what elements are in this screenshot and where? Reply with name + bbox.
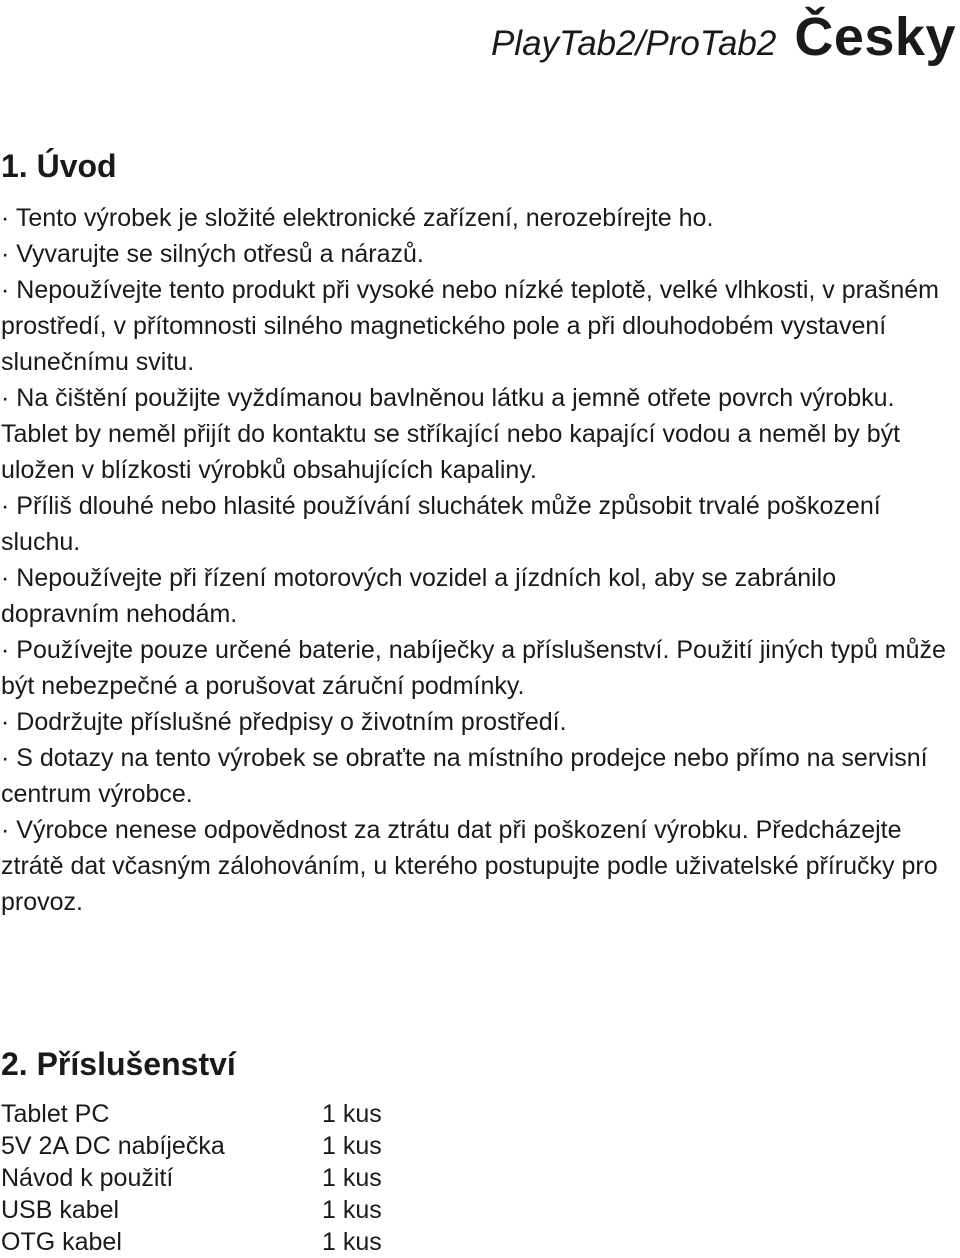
table-row xyxy=(1,1162,451,1194)
list-item: · Tento výrobek je složité elektronické zařízení, nerozebírejte ho. xyxy=(1,204,714,232)
table-row xyxy=(1,1194,451,1226)
accessory-name: Tablet PC xyxy=(1,1100,110,1128)
section-title-accessories: 2. Příslušenství xyxy=(1,1046,236,1082)
accessory-name: Návod k použití xyxy=(1,1164,174,1192)
accessory-quantity: 1 kus xyxy=(322,1132,382,1160)
table-row xyxy=(1,1130,451,1162)
accessory-name: OTG kabel xyxy=(1,1228,122,1256)
list-item: · Na čištění použijte vyždímanou bavlněnou látku a jemně otřete povrch výrobku. Tablet by neměl přijít do kontaktu se stříkající nebo kapající vodou a neměl by být uložen v blízkosti výrobků obsahujících kapaliny. xyxy=(1,384,901,484)
accessory-quantity: 1 kus xyxy=(322,1228,382,1256)
accessory-quantity: 1 kus xyxy=(322,1100,382,1128)
list-item: · Nepoužívejte při řízení motorových vozidel a jízdních kol, aby se zabránilo dopravním nehodám. xyxy=(1,564,837,628)
product-name: PlayTab2/ProTab2 xyxy=(490,24,777,63)
page-header xyxy=(491,6,956,68)
accessory-quantity: 1 kus xyxy=(322,1196,382,1224)
section-title-introduction: 1. Úvod xyxy=(1,148,117,184)
table-row xyxy=(1,1098,451,1130)
list-item: · Vyvarujte se silných otřesů a nárazů. xyxy=(1,240,424,268)
introduction-list xyxy=(1,200,956,920)
accessory-name: USB kabel xyxy=(1,1196,120,1224)
accessory-quantity: 1 kus xyxy=(322,1164,382,1192)
list-item: · Používejte pouze určené baterie, nabíječky a příslušenství. Použití jiných typů může být nebezpečné a porušovat záruční podmínky. xyxy=(1,636,946,700)
language-label: Česky xyxy=(794,7,956,67)
list-item: · Příliš dlouhé nebo hlasité používání sluchátek může způsobit trvalé poškození sluchu. xyxy=(1,492,881,556)
list-item: · Výrobce nenese odpovědnost za ztrátu dat při poškození výrobku. Předcházejte ztrátě dat včasným zálohováním, u kterého postupujte podle uživatelské příručky pro provoz. xyxy=(1,816,938,916)
list-item: · S dotazy na tento výrobek se obraťte na místního prodejce nebo přímo na servisní centrum výrobce. xyxy=(1,744,928,808)
list-item: · Nepoužívejte tento produkt při vysoké nebo nízké teplotě, velké vlhkosti, v prašném prostředí, v přítomnosti silného magnetického pole a při dlouhodobém vystavení slunečnímu svitu. xyxy=(1,276,939,376)
accessories-table xyxy=(1,1098,451,1258)
list-item: · Dodržujte příslušné předpisy o životním prostředí. xyxy=(1,708,567,736)
accessory-name: 5V 2A DC nabíječka xyxy=(1,1132,225,1160)
table-row xyxy=(1,1226,451,1258)
